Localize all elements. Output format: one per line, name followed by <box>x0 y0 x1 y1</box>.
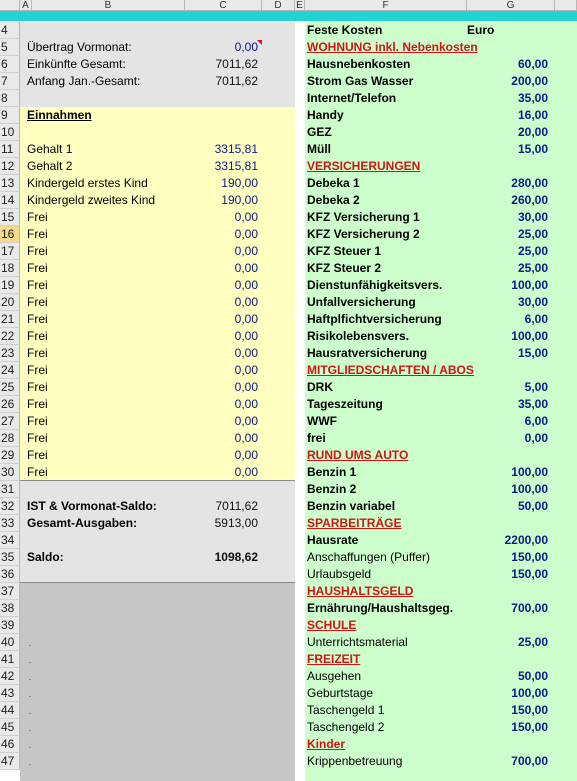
row-header-17[interactable]: 17 <box>0 243 20 260</box>
income-value: 7011,62 <box>215 57 258 71</box>
income-label: Frei <box>27 278 48 292</box>
row-header-45[interactable]: 45 <box>0 719 20 736</box>
expense-value: 100,00 <box>511 278 548 292</box>
row-header-18[interactable]: 18 <box>0 260 20 277</box>
income-value: 7011,62 <box>215 499 258 513</box>
cell-marker <box>29 696 31 697</box>
income-label: Frei <box>27 380 48 394</box>
expense-value: 100,00 <box>511 686 548 700</box>
row-header-34[interactable]: 34 <box>0 532 20 549</box>
income-value: 0,00 <box>234 414 258 428</box>
row-header-22[interactable]: 22 <box>0 328 20 345</box>
income-value: 7011,62 <box>215 74 258 88</box>
row-header-7[interactable]: 7 <box>0 73 20 90</box>
accent-row-bar <box>0 11 577 21</box>
income-value: 0,00 <box>234 380 258 394</box>
expense-label: Geburtstage <box>307 686 374 700</box>
income-label: Frei <box>27 363 48 377</box>
expense-section-heading: SCHULE <box>307 618 357 632</box>
expense-label: KFZ Versicherung 1 <box>307 210 420 224</box>
income-label: Frei <box>27 244 48 258</box>
row-header-41[interactable]: 41 <box>0 651 20 668</box>
income-label: Einnahmen <box>27 108 92 122</box>
expense-value: 16,00 <box>517 108 548 122</box>
income-value: 0,00 <box>234 40 258 54</box>
income-value: 0,00 <box>234 346 258 360</box>
row-header-8[interactable]: 8 <box>0 90 20 107</box>
row-header-28[interactable]: 28 <box>0 430 20 447</box>
empty-area-bg <box>20 583 295 781</box>
income-label: Kindergeld zweites Kind <box>27 193 156 207</box>
column-header-a[interactable]: A <box>20 0 32 11</box>
income-label: Frei <box>27 210 48 224</box>
income-value: 0,00 <box>234 363 258 377</box>
column-header-d[interactable]: D <box>262 0 295 11</box>
column-header-e[interactable]: E <box>295 0 305 11</box>
income-value: 0,00 <box>234 448 258 462</box>
row-header-46[interactable]: 46 <box>0 736 20 753</box>
expense-value: 25,00 <box>517 261 548 275</box>
column-header-filler <box>555 0 577 11</box>
expense-value: 100,00 <box>511 482 548 496</box>
row-header-25[interactable]: 25 <box>0 379 20 396</box>
cell-marker <box>29 645 31 646</box>
row-header-13[interactable]: 13 <box>0 175 20 192</box>
expense-section-heading: Kinder <box>307 737 346 751</box>
row-header-12[interactable]: 12 <box>0 158 20 175</box>
expense-label: Hausnebenkosten <box>307 57 411 71</box>
income-value: 3315,81 <box>214 142 258 156</box>
expense-label: Internet/Telefon <box>307 91 397 105</box>
expense-value: 100,00 <box>511 465 548 479</box>
income-value: 1098,62 <box>214 550 258 564</box>
row-header-9[interactable]: 9 <box>0 107 20 124</box>
income-value: 0,00 <box>234 465 258 479</box>
row-header-33[interactable]: 33 <box>0 515 20 532</box>
row-header-20[interactable]: 20 <box>0 294 20 311</box>
expense-label: Handy <box>307 108 344 122</box>
expense-value: 30,00 <box>517 210 548 224</box>
cell-marker <box>29 713 31 714</box>
income-label: Frei <box>27 414 48 428</box>
row-header-6[interactable]: 6 <box>0 56 20 73</box>
column-header-b[interactable]: B <box>32 0 185 11</box>
row-header-10[interactable]: 10 <box>0 124 20 141</box>
expense-value: 0,00 <box>524 431 548 445</box>
cell-marker <box>29 764 31 765</box>
expense-value: 200,00 <box>511 74 548 88</box>
income-label: Frei <box>27 465 48 479</box>
income-label: Frei <box>27 397 48 411</box>
expense-value: 60,00 <box>517 57 548 71</box>
expense-label: DRK <box>307 380 333 394</box>
expense-label: KFZ Steuer 1 <box>307 244 382 258</box>
income-label: Gehalt 1 <box>27 142 73 156</box>
expense-section-heading: VERSICHERUNGEN <box>307 159 421 173</box>
expense-label: Hausrate <box>307 533 359 547</box>
expense-label: Urlaubsgeld <box>307 567 372 581</box>
income-label: Gehalt 2 <box>27 159 73 173</box>
expense-section-heading: FREIZEIT <box>307 652 361 666</box>
income-value: 0,00 <box>234 295 258 309</box>
income-label: Saldo: <box>27 550 64 564</box>
row-header-14[interactable]: 14 <box>0 192 20 209</box>
income-label: Anfang Jan.-Gesamt: <box>27 74 141 88</box>
income-value: 0,00 <box>234 261 258 275</box>
column-e-border <box>295 22 305 781</box>
expenses-header-label: Feste Kosten <box>307 23 383 37</box>
row-header-15[interactable]: 15 <box>0 209 20 226</box>
income-label: Frei <box>27 312 48 326</box>
expense-label: Anschaffungen (Puffer) <box>307 550 430 564</box>
expense-value: 150,00 <box>511 720 548 734</box>
expense-label: KFZ Versicherung 2 <box>307 227 420 241</box>
row-header-42[interactable]: 42 <box>0 668 20 685</box>
income-label: Frei <box>27 346 48 360</box>
expense-section-heading: RUND UMS AUTO <box>307 448 409 462</box>
expense-value: 35,00 <box>517 397 548 411</box>
income-label: Übertrag Vormonat: <box>27 40 132 54</box>
income-label: Gesamt-Ausgaben: <box>27 516 138 530</box>
income-value: 0,00 <box>234 312 258 326</box>
row-header-16[interactable]: 16 <box>0 226 20 243</box>
expense-label: Ernährung/Haushaltsgeg. <box>307 601 454 615</box>
row-header-26[interactable]: 26 <box>0 396 20 413</box>
expense-label: Ausgehen <box>307 669 362 683</box>
row-header-44[interactable]: 44 <box>0 702 20 719</box>
row-header-23[interactable]: 23 <box>0 345 20 362</box>
expense-value: 25,00 <box>517 635 548 649</box>
expense-value: 150,00 <box>511 567 548 581</box>
expense-label: WWF <box>307 414 337 428</box>
income-value: 0,00 <box>234 278 258 292</box>
income-label: Einkünfte Gesamt: <box>27 57 126 71</box>
expense-value: 700,00 <box>511 601 548 615</box>
income-label: Frei <box>27 431 48 445</box>
expense-label: KFZ Steuer 2 <box>307 261 382 275</box>
expense-label: Taschengeld 2 <box>307 720 385 734</box>
cell-marker <box>29 730 31 731</box>
expense-value: 6,00 <box>524 414 548 428</box>
income-value: 3315,81 <box>214 159 258 173</box>
expense-value: 2200,00 <box>504 533 548 547</box>
cell-marker <box>29 662 31 663</box>
select-all-corner[interactable] <box>0 0 20 11</box>
row-header-24[interactable]: 24 <box>0 362 20 379</box>
expense-value: 700,00 <box>511 754 548 768</box>
row-header-35[interactable]: 35 <box>0 549 20 566</box>
summary-bottom-bg <box>20 481 295 583</box>
expense-label: Haftplfichtversicherung <box>307 312 442 326</box>
expense-label: Hausratversicherung <box>307 346 428 360</box>
row-header-38[interactable]: 38 <box>0 600 20 617</box>
expense-value: 25,00 <box>517 244 548 258</box>
row-header-32[interactable]: 32 <box>0 498 20 515</box>
income-label: IST & Vormonat-Saldo: <box>27 499 157 513</box>
expense-value: 100,00 <box>511 329 548 343</box>
column-header-f[interactable]: F <box>305 0 467 11</box>
row-header-47[interactable]: 47 <box>0 753 20 770</box>
expense-label: Benzin 1 <box>307 465 357 479</box>
expense-label: Unterrichtsmaterial <box>307 635 408 649</box>
income-value: 0,00 <box>234 244 258 258</box>
expense-value: 30,00 <box>517 295 548 309</box>
separator-line <box>20 582 295 583</box>
expense-label: Unfallversicherung <box>307 295 416 309</box>
row-header-5[interactable]: 5 <box>0 39 20 56</box>
income-value: 190,00 <box>221 193 258 207</box>
row-header-40[interactable]: 40 <box>0 634 20 651</box>
expense-label: Debeka 2 <box>307 193 360 207</box>
expense-label: Benzin variabel <box>307 499 396 513</box>
expense-value: 50,00 <box>517 499 548 513</box>
income-value: 0,00 <box>234 227 258 241</box>
expense-value: 5,00 <box>524 380 548 394</box>
expense-value: 15,00 <box>517 142 548 156</box>
row-header-21[interactable]: 21 <box>0 311 20 328</box>
row-header-39[interactable]: 39 <box>0 617 20 634</box>
expense-value: 50,00 <box>517 669 548 683</box>
expense-label: frei <box>307 431 326 445</box>
income-label: Kindergeld erstes Kind <box>27 176 148 190</box>
income-label: Frei <box>27 448 48 462</box>
expense-value: 35,00 <box>517 91 548 105</box>
cell-marker <box>29 747 31 748</box>
expense-value: 25,00 <box>517 227 548 241</box>
expense-label: Strom Gas Wasser <box>307 74 414 88</box>
expense-value: 6,00 <box>524 312 548 326</box>
row-header-36[interactable]: 36 <box>0 566 20 583</box>
expense-value: 150,00 <box>511 703 548 717</box>
row-header-4[interactable]: 4 <box>0 22 20 39</box>
column-header-c[interactable]: C <box>185 0 262 11</box>
cell-marker <box>29 679 31 680</box>
expense-label: Risikolebensvers. <box>307 329 410 343</box>
row-header-31[interactable]: 31 <box>0 481 20 498</box>
expense-label: Taschengeld 1 <box>307 703 385 717</box>
row-header-19[interactable]: 19 <box>0 277 20 294</box>
expense-value: 15,00 <box>517 346 548 360</box>
expense-value: 280,00 <box>511 176 548 190</box>
row-header-27[interactable]: 27 <box>0 413 20 430</box>
expense-section-heading: SPARBEITRÄGE <box>307 516 402 530</box>
row-header-30[interactable]: 30 <box>0 464 20 481</box>
row-header-11[interactable]: 11 <box>0 141 20 158</box>
income-label: Frei <box>27 329 48 343</box>
income-value: 190,00 <box>221 176 258 190</box>
expense-label: Krippenbetreuung <box>307 754 403 768</box>
expenses-header-unit: Euro <box>467 23 495 37</box>
comment-indicator-icon <box>257 40 262 45</box>
expense-value: 150,00 <box>511 550 548 564</box>
expense-label: Benzin 2 <box>307 482 357 496</box>
expense-section-heading: WOHNUNG inkl. Nebenkosten <box>307 40 478 54</box>
expense-value: 20,00 <box>517 125 548 139</box>
separator-line <box>20 480 295 481</box>
income-label: Frei <box>27 261 48 275</box>
expense-label: Dienstunfähigkeitsvers. <box>307 278 443 292</box>
expense-section-heading: MITGLIEDSCHAFTEN / ABOS <box>307 363 474 377</box>
income-value: 0,00 <box>234 329 258 343</box>
income-value: 0,00 <box>234 210 258 224</box>
income-value: 0,00 <box>234 431 258 445</box>
row-header-43[interactable]: 43 <box>0 685 20 702</box>
income-label: Frei <box>27 295 48 309</box>
income-label: Frei <box>27 227 48 241</box>
expense-label: GEZ <box>307 125 332 139</box>
income-value: 0,00 <box>234 397 258 411</box>
income-value: 5913,00 <box>214 516 258 530</box>
column-header-g[interactable]: G <box>467 0 555 11</box>
expense-label: Tageszeitung <box>307 397 383 411</box>
expense-section-heading: HAUSHALTSGELD <box>307 584 414 598</box>
expense-value: 260,00 <box>511 193 548 207</box>
row-header-29[interactable]: 29 <box>0 447 20 464</box>
row-header-37[interactable]: 37 <box>0 583 20 600</box>
expense-label: Debeka 1 <box>307 176 360 190</box>
expense-label: Müll <box>307 142 331 156</box>
